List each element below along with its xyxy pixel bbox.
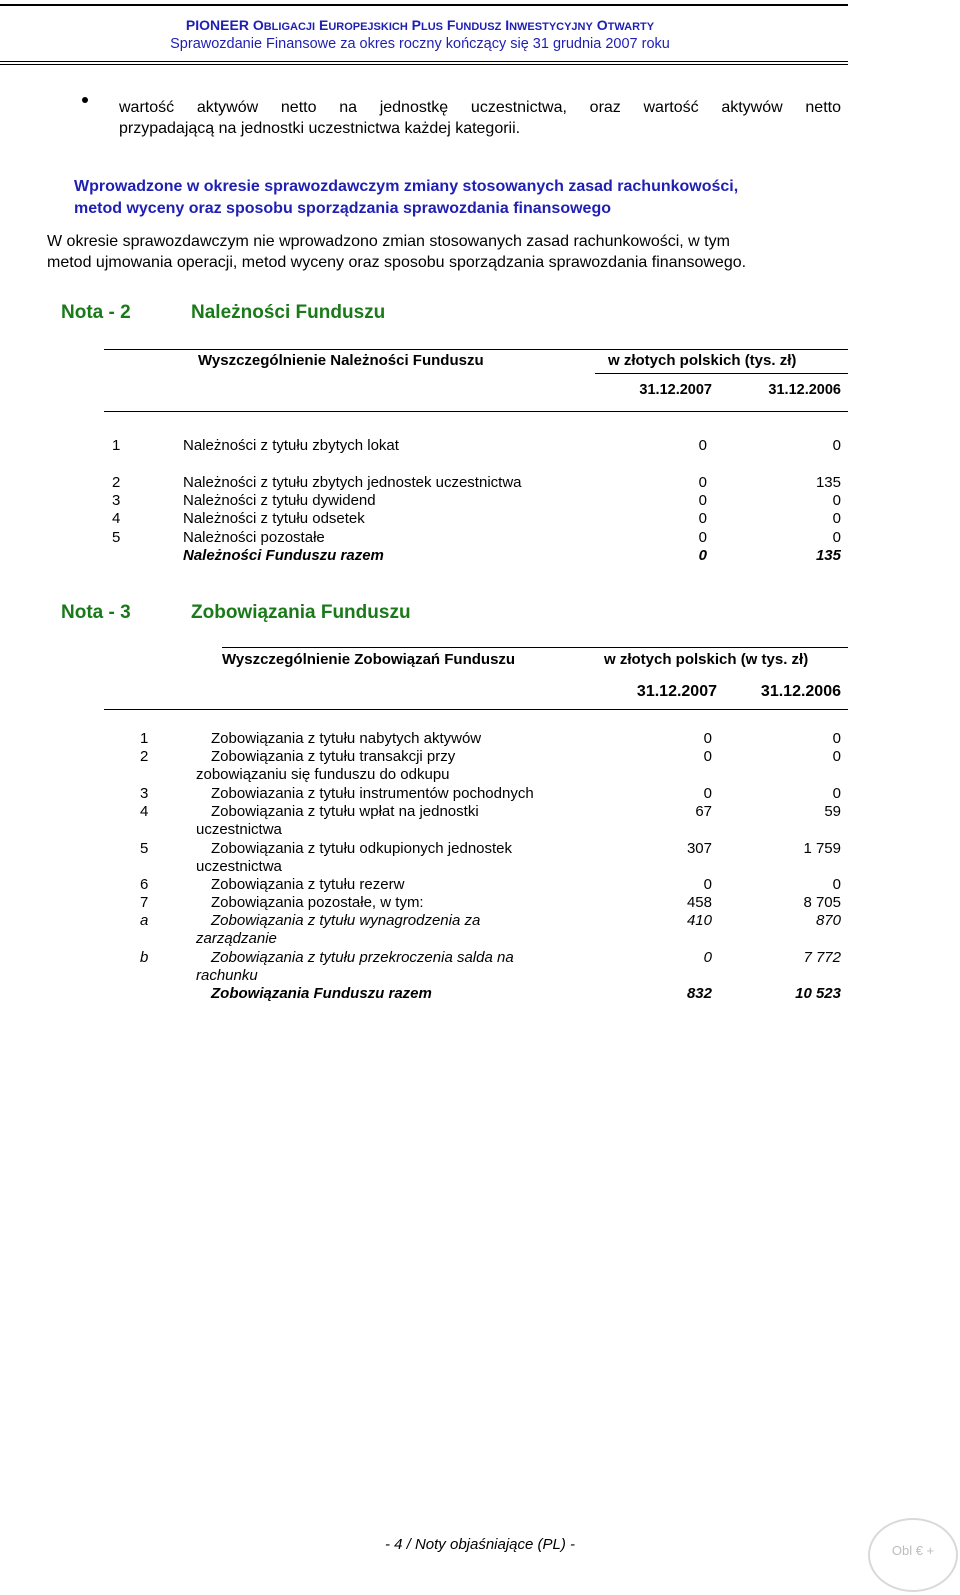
nota3-subrow-no: a (140, 912, 149, 929)
nota3-row-2007: 67 (695, 803, 712, 820)
nota3-row-no: 3 (140, 785, 149, 802)
nota2-row-2007: 0 (698, 437, 707, 454)
nota2-row-2007: 0 (698, 492, 707, 509)
bullet-line-1: wartość aktywów netto na jednostkę uczestnictwa, oraz wartość aktywów netto (119, 99, 841, 116)
header-bottom-rule (0, 61, 848, 62)
nota2-row-2007: 0 (698, 510, 707, 527)
nota3-title: Zobowiązania Funduszu (191, 602, 411, 623)
nota2-row-2006: 0 (832, 510, 841, 527)
nota3-row-no: 6 (140, 876, 149, 893)
bullet-line-2: przypadającą na jednostki uczestnictwa każdej kategorii. (119, 120, 521, 137)
nota3-col-unit: w złotych polskich (w tys. zł) (604, 651, 809, 668)
nota2-unit-rule (595, 373, 848, 374)
nota3-subrow-label: Zobowiązania z tytułu przekroczenia salda na (211, 949, 514, 966)
bullet-text (119, 97, 841, 139)
stamp-text: Obl € + (891, 1543, 935, 1558)
nota2-col-date2: 31.12.2006 (768, 382, 841, 398)
nota3-col-date2: 31.12.2006 (760, 683, 841, 700)
nota3-row-2007: 0 (703, 876, 712, 893)
nota3-total-2007: 832 (686, 985, 712, 1002)
nota3-row-2007: 307 (686, 840, 712, 857)
header-title: PIONEER OBLIGACJI EUROPEJSKICH PLUS FUNDUSZ INWESTYCYJNY OTWARTY (185, 17, 655, 33)
nota3-row-no: 5 (140, 840, 149, 857)
nota3-subrow-no: b (140, 949, 149, 966)
nota3-total-label: Zobowiązania Funduszu razem (211, 985, 432, 1002)
nota2-row-no: 1 (112, 437, 121, 454)
nota2-total-2006: 135 (815, 547, 841, 564)
nota3-row-label: Zobowiązania pozostałe, w tym: (211, 894, 424, 911)
nota3-subrow-2007: 0 (703, 949, 712, 966)
header-top-rule (0, 4, 848, 6)
nota3-subrow-label: Zobowiązania z tytułu wynagrodzenia za (211, 912, 481, 929)
nota3-row-2007: 458 (686, 894, 712, 911)
nota2-title: Należności Funduszu (191, 302, 386, 323)
changes-body-line-2: metod ujmowania operacji, metod wyceny oraz sposobu sporządzania sprawozdania finansowego. (47, 254, 747, 271)
nota3-total-2006: 10 523 (795, 985, 841, 1002)
nota2-table-top-rule (104, 349, 848, 350)
nota2-row-label: Należności z tytułu zbytych lokat (183, 437, 399, 454)
nota3-row-label: Zobowiązania z tytułu nabytych aktywów (211, 730, 482, 747)
nota3-row-label-cont: uczestnictwa (196, 821, 282, 838)
nota3-row-no: 4 (140, 803, 149, 820)
nota3-row-2007: 0 (703, 785, 712, 802)
nota2-total-label: Należności Funduszu razem (183, 547, 384, 564)
nota2-row-no: 5 (112, 529, 121, 546)
nota3-row-label: Zobowiązania z tytułu wpłat na jednostki (211, 803, 479, 820)
nota3-row-label: Zobowiązania z tytułu transakcji przy (211, 748, 456, 765)
nota3-row-no: 7 (140, 894, 149, 911)
header-bottom-rule-2 (0, 64, 848, 65)
nota3-col-desc: Wyszczególnienie Zobowiązań Funduszu (222, 651, 516, 668)
nota3-row-2006: 0 (832, 748, 841, 765)
nota2-col-unit: w złotych polskich (tys. zł) (608, 352, 797, 369)
nota2-row-2006: 0 (832, 437, 841, 454)
nota3-subrow-2007: 410 (686, 912, 712, 929)
nota2-number: Nota - 2 (61, 302, 131, 323)
nota3-subrow-label-cont: rachunku (196, 967, 258, 984)
nota3-subrow-2006: 7 772 (803, 949, 841, 966)
changes-heading-line-2: metod wyceny oraz sposobu sporządzania sprawozdania finansowego (74, 200, 611, 217)
page-footer: - 4 / Noty objaśniające (PL) - (384, 1536, 576, 1553)
changes-heading-line-1: Wprowadzone w okresie sprawozdawczym zmiany stosowanych zasad rachunkowości, (74, 178, 739, 195)
nota2-row-label: Należności pozostałe (183, 529, 325, 546)
nota3-row-label: Zobowiązania z tytułu rezerw (211, 876, 405, 893)
nota3-table-top-rule (222, 647, 848, 648)
nota3-col-date1: 31.12.2007 (636, 683, 717, 700)
nota3-row-2006: 59 (824, 803, 841, 820)
nota2-row-2006: 0 (832, 529, 841, 546)
header-subtitle: Sprawozdanie Finansowe za okres roczny kończący się 31 grudnia 2007 roku (170, 36, 670, 52)
nota2-row-label: Należności z tytułu dywidend (183, 492, 376, 509)
nota3-row-no: 1 (140, 730, 149, 747)
nota3-row-2006: 0 (832, 876, 841, 893)
nota3-row-label-cont: zobowiązaniu się funduszu do odkupu (196, 766, 450, 783)
nota3-row-2007: 0 (703, 730, 712, 747)
nota3-row-2007: 0 (703, 748, 712, 765)
nota3-row-2006: 0 (832, 785, 841, 802)
nota3-row-2006: 0 (832, 730, 841, 747)
nota3-row-no: 2 (140, 748, 149, 765)
changes-body (47, 231, 847, 273)
nota2-row-2006: 0 (832, 492, 841, 509)
nota2-row-2007: 0 (698, 529, 707, 546)
nota2-row-2007: 0 (698, 474, 707, 491)
nota3-table-head-rule (104, 709, 848, 710)
nota3-subrow-label-cont: zarządzanie (196, 930, 277, 947)
nota3-row-label: Zobowiazania z tytułu instrumentów pochodnych (211, 785, 534, 802)
nota2-row-label: Należności z tytułu zbytych jednostek uczestnictwa (183, 474, 522, 491)
nota2-row-no: 3 (112, 492, 121, 509)
nota2-row-no: 2 (112, 474, 121, 491)
changes-heading (74, 176, 844, 220)
nota2-col-desc: Wyszczególnienie Należności Funduszu (198, 352, 484, 369)
nota3-row-label-cont: uczestnictwa (196, 858, 282, 875)
nota3-row-label: Zobowiązania z tytułu odkupionych jednostek (211, 840, 513, 857)
nota2-row-no: 4 (112, 510, 121, 527)
nota3-row-2006: 8 705 (803, 894, 841, 911)
nota2-total-2007: 0 (698, 547, 707, 564)
nota3-subrow-2006: 870 (815, 912, 841, 929)
bullet-icon (82, 97, 88, 103)
nota2-row-2006: 135 (815, 474, 841, 491)
changes-body-line-1: W okresie sprawozdawczym nie wprowadzono zmian stosowanych zasad rachunkowości, w tym (47, 233, 730, 250)
nota2-table-head-rule (104, 411, 848, 412)
nota3-number: Nota - 3 (61, 602, 131, 623)
nota2-row-label: Należności z tytułu odsetek (183, 510, 365, 527)
nota3-row-2006: 1 759 (803, 840, 841, 857)
nota2-col-date1: 31.12.2007 (639, 382, 712, 398)
